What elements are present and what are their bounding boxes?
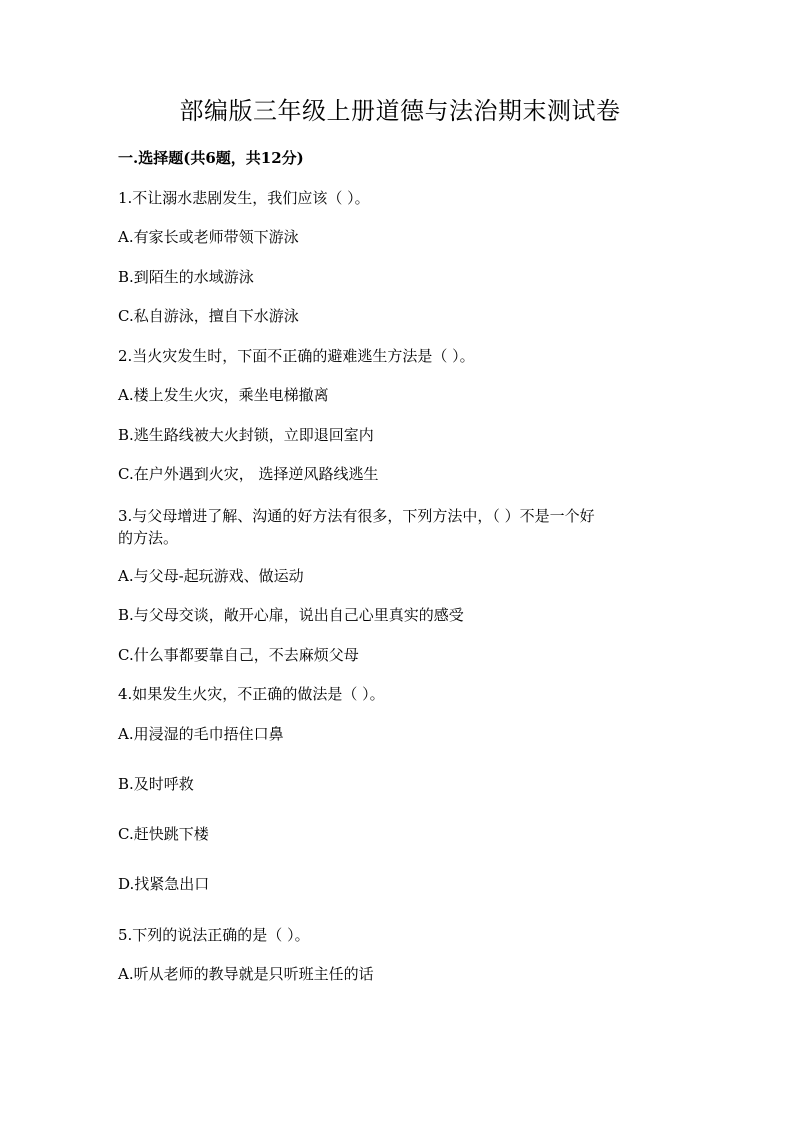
exam-title: 部编版三年级上册道德与法治期末测试卷: [179, 97, 621, 125]
question-5-stem: 5.下列的说法正确的是（ ）。: [118, 926, 310, 944]
question-4-option-c: C.赶快跳下楼: [118, 825, 209, 843]
question-2-option-b: B.逃生路线被大火封锁，立即退回室内: [118, 426, 374, 444]
question-4-option-d: D.找紧急出口: [118, 875, 210, 893]
question-1-stem: 1.不让溺水悲剧发生，我们应该（ ）。: [118, 189, 370, 207]
question-3-option-c: C.什么事都要靠自己，不去麻烦父母: [118, 646, 359, 664]
question-3-stem-line-2: 的方法。: [118, 529, 179, 547]
question-1-option-c: C.私自游泳，擅自下水游泳: [118, 307, 299, 325]
question-4-option-b: B.及时呼救: [118, 775, 194, 793]
section-heading: 一.选择题(共6题，共12分): [118, 149, 304, 167]
question-3-stem-line-1: 3.与父母增进了解、沟通的好方法有很多，下列方法中，（ ）不是一个好: [118, 507, 595, 525]
question-4-option-a: A.用浸湿的毛巾捂住口鼻: [118, 725, 284, 743]
question-2-option-c: C.在户外遇到火灾， 选择逆风路线逃生: [118, 465, 379, 483]
question-1-option-b: B.到陌生的水域游泳: [118, 268, 254, 286]
question-2-stem: 2.当火灾发生时，下面不正确的避难逃生方法是（ ）。: [118, 347, 475, 365]
question-2-option-a: A.楼上发生火灾，乘坐电梯撤离: [118, 386, 329, 404]
question-5-option-a: A.听从老师的教导就是只听班主任的话: [118, 965, 374, 983]
question-3-option-a: A.与父母-起玩游戏、做运动: [118, 567, 304, 585]
question-4-stem: 4.如果发生火灾，不正确的做法是（ ）。: [118, 685, 385, 703]
question-3-option-b: B.与父母交谈，敞开心扉，说出自己心里真实的感受: [118, 606, 464, 624]
question-1-option-a: A.有家长或老师带领下游泳: [118, 228, 299, 246]
